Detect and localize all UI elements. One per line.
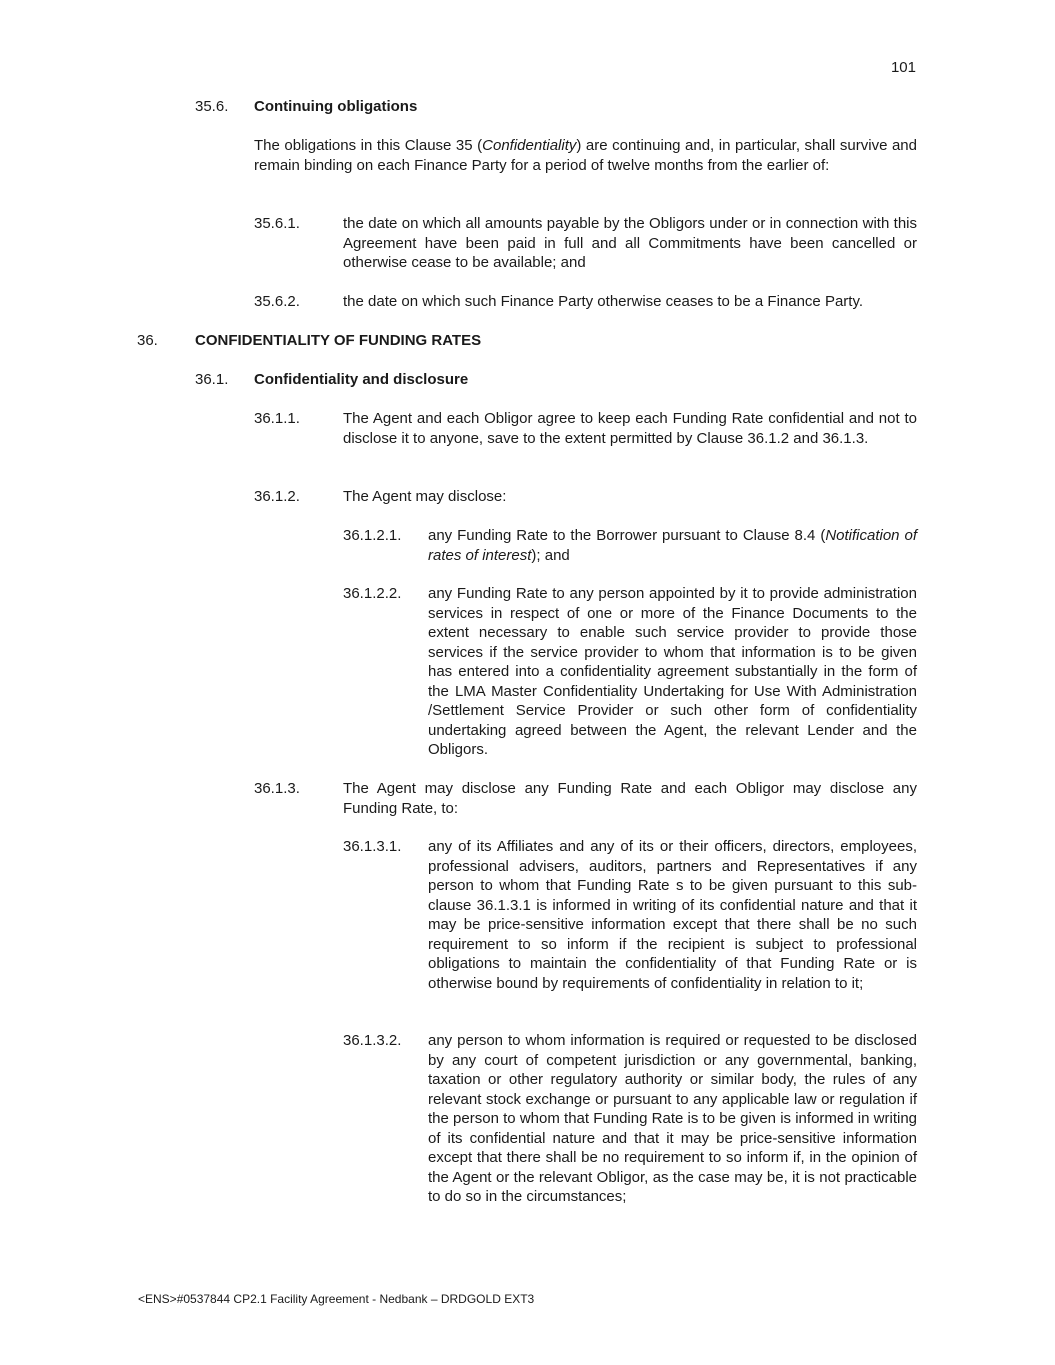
clause-36-1-number: 36.1. [195, 371, 229, 388]
clause-36-1-2-1-number: 36.1.2.1. [343, 527, 402, 544]
intro-text-italic: Confidentiality [482, 137, 577, 154]
clause-36-1-2-text: The Agent may disclose: [343, 488, 507, 505]
clause-36-1-2-2-number: 36.1.2.2. [343, 585, 402, 602]
clause-36-1-3-1-text: any of its Affiliates and any of its or their officers, directors, employees, professional advisers, auditors, partners and Representatives if any person to whom that Funding Rate s to be given pursuant to this sub-clause 36.1.3.1 is informed in writing of its confidential nature and that it may be price-sensitive information except that there shall be no such requirement to so inform if the recipient is subject to professional obligations to maintain the confidentiality of that Funding Rate or is otherwise bound by requirements of confidentiality in relation to it; [428, 838, 917, 992]
clause-36-heading: CONFIDENTIALITY OF FUNDING RATES [195, 332, 482, 349]
intro-text-a: The obligations in this Clause 35 ( [254, 137, 483, 154]
clause-36-1-3-number: 36.1.3. [254, 780, 300, 797]
clause-35-6-heading: Continuing obligations [254, 98, 418, 115]
clause-36-1-3-text: The Agent may disclose any Funding Rate and each Obligor may disclose any Funding Rate, to: [343, 780, 917, 817]
clause-35-6-number: 35.6. [195, 98, 229, 115]
clause-35-6-2-number: 35.6.2. [254, 293, 300, 310]
document-footer: <ENS>#0537844 CP2.1 Facility Agreement - Nedbank – DRDGOLD EXT3 [138, 1292, 535, 1306]
clause-36-1-1-number: 36.1.1. [254, 410, 300, 427]
clause-35-6-1-number: 35.6.1. [254, 215, 300, 232]
page-number: 101 [890, 59, 916, 76]
clause-36-1-2-1-text-italic: Notification of rates of interest [428, 527, 917, 564]
clause-36-1-2-1-text [428, 526, 917, 565]
clause-36-1-heading: Confidentiality and disclosure [254, 371, 469, 388]
clause-35-6-1-text: the date on which all amounts payable by the Obligors under or in connection with this Agreement have been paid in full and all Commitments have been cancelled or otherwise cease to be available; and [343, 215, 917, 271]
clause-36-1-3-2-text: any person to whom information is required or requested to be disclosed by any court of competent jurisdiction or any governmental, banking, taxation or other regulatory authority or similar body, the rules of any relevant stock exchange or pursuant to any applicable law or regulation if the person to whom that Funding Rate is to be given is informed in writing of its confidential nature and that it may be price-sensitive information except that there shall be no requirement to so inform if, in the opinion of the Agent or the relevant Obligor, as the case may be, it is not practicable to do so in the circumstances; [428, 1032, 917, 1205]
clause-35-6-intro [254, 136, 917, 175]
clause-36-1-3-1-number: 36.1.3.1. [343, 838, 402, 855]
clause-35-6-2-text: the date on which such Finance Party otherwise ceases to be a Finance Party. [343, 293, 864, 310]
intro-text-b: ) are continuing and, in particular, shall survive and remain binding on each Finance Party for a period of twelve months from the earlier of: [254, 137, 917, 174]
clause-36-1-2-1-text-a: any Funding Rate to the Borrower pursuant to Clause 8.4 ( [428, 527, 826, 544]
clause-36-1-2-number: 36.1.2. [254, 488, 300, 505]
clause-36-1-2-1-text-b: ); and [531, 546, 570, 564]
clause-36-1-1-text: The Agent and each Obligor agree to keep each Funding Rate confidential and not to disclose it to anyone, save to the extent permitted by Clause 36.1.2 and 36.1.3. [343, 410, 917, 447]
clause-36-number: 36. [137, 332, 158, 349]
clause-36-1-3-2-number: 36.1.3.2. [343, 1032, 402, 1049]
clause-36-1-2-2-text: any Funding Rate to any person appointed by it to provide administration services in respect of one or more of the Finance Documents to the extent necessary to enable such service provider to provide those services if the service provider to whom that information is to be given has entered into a confidentiality agreement substantially in the form of the LMA Master Confidentiality Undertaking for Use With Administration /Settlement Service Provider or such other form of confidentiality undertaking agreed between the Agent, the relevant Lender and the Obligors. [428, 585, 917, 758]
